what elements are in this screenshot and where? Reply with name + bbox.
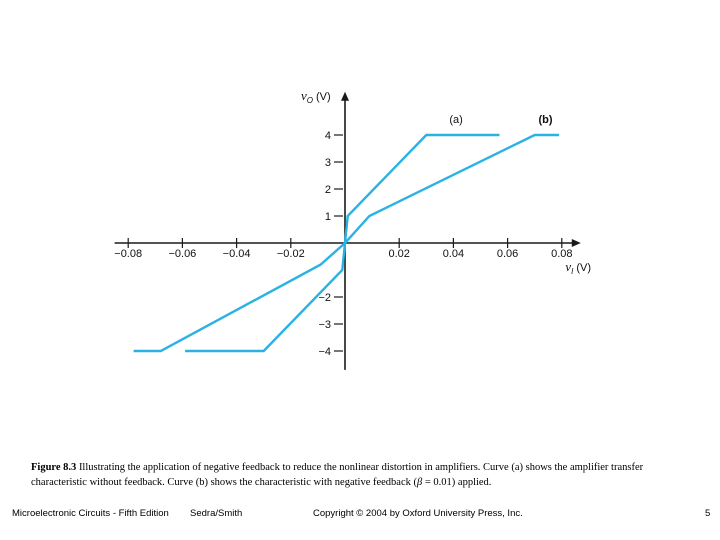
y-tick-label: 4	[324, 130, 331, 142]
curve-label-b: (b)	[538, 113, 553, 126]
footer-book-title: Microelectronic Circuits - Fifth Edition	[12, 508, 169, 519]
x-tick-label: −0.06	[168, 248, 197, 260]
x-tick-label: −0.08	[114, 248, 143, 260]
y-tick-label: −3	[318, 319, 331, 331]
x-tick-label: 0.04	[442, 248, 465, 260]
footer-authors: Sedra/Smith	[190, 508, 243, 519]
caption-text: Illustrating the application of negative feedback to reduce the nonlinear distortion in amplifiers. Curve (a) shows the amplifier transfer characteristic without feedback. Curve (b) shows the characteristic with negative feedback (	[31, 462, 644, 488]
y-tick-label: 1	[324, 211, 331, 223]
y-tick-label: −2	[318, 292, 331, 304]
chart-axes	[115, 92, 581, 370]
x-tick-label: −0.04	[222, 248, 251, 260]
footer-copyright: Copyright © 2004 by Oxford University Press, Inc.	[313, 508, 523, 519]
x-tick-label: 0.06	[496, 248, 519, 260]
x-axis-label: $v_I$ (V)	[565, 259, 592, 276]
figure-label: Figure 8.3	[31, 462, 77, 473]
y-tick-label: −4	[318, 346, 331, 358]
y-axis-label: $v_O$ (V)	[301, 87, 331, 105]
beta-symbol: β	[417, 477, 423, 488]
y-tick-label: 2	[324, 184, 331, 196]
x-axis-arrow	[572, 239, 581, 247]
x-tick-label: −0.02	[276, 248, 305, 260]
figure-caption	[31, 460, 701, 490]
y-tick-label: 3	[324, 157, 331, 169]
y-axis-arrow	[341, 92, 349, 101]
footer-page-number: 5	[705, 508, 711, 519]
x-tick-label: 0.02	[388, 248, 410, 260]
caption-text-end: = 0.01) applied.	[422, 477, 492, 488]
curve-label-a: (a)	[449, 113, 463, 126]
x-tick-label: 0.08	[551, 248, 573, 260]
